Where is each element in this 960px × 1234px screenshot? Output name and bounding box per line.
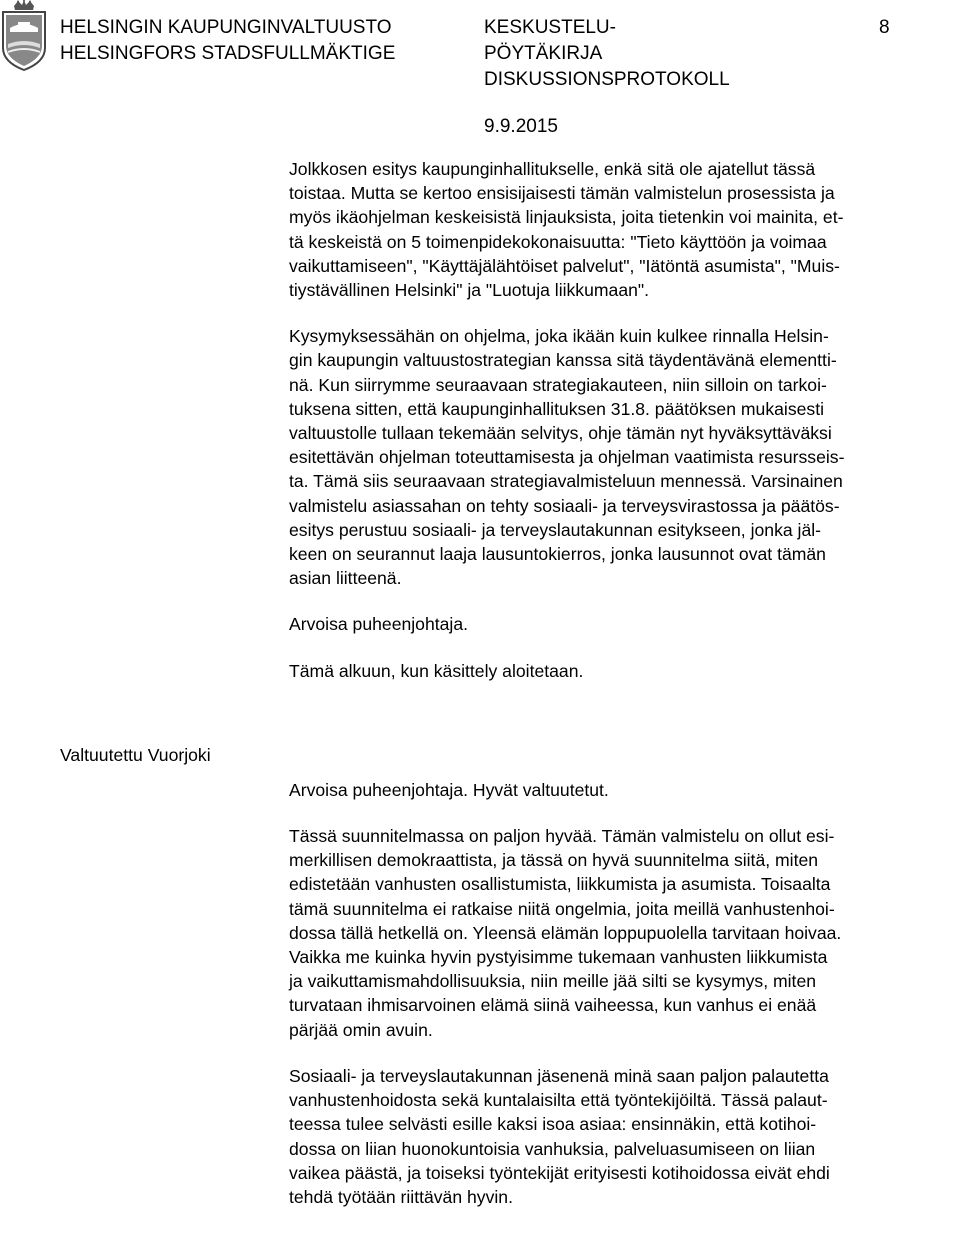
text-line: Tämä alkuun, kun käsittely aloitetaan. bbox=[289, 660, 584, 681]
paragraph bbox=[289, 659, 959, 683]
text-line: ja vaikuttamismahdollisuuksia, niin meille jää silti se kysymys, miten bbox=[289, 971, 817, 992]
meeting-date: 9.9.2015 bbox=[484, 116, 558, 137]
text-line: keen on seurannut laaja lausuntokierros, jonka lausunnot ovat tämän bbox=[289, 544, 826, 565]
paragraph bbox=[289, 157, 959, 302]
text-line: dossa tällä hetkellä on. Yleensä elämän loppupuolella tarvitaan hoivaa. bbox=[289, 922, 842, 943]
text-line: Arvoisa puheenjohtaja. bbox=[289, 614, 468, 635]
text-line: tuksena sitten, että kaupunginhallituksen 31.8. päätöksen mukaisesti bbox=[289, 398, 824, 419]
text-line: tämä suunnitelma ei ratkaise niitä ongelmia, joita meillä vanhustenhoi- bbox=[289, 898, 835, 919]
text-line: vanhustenhoidosta sekä kuntalaisilta että työntekijöiltä. Tässä palaut- bbox=[289, 1090, 828, 1111]
text-line: nä. Kun siirrymme seuraavaan strategiakauteen, niin silloin on tarkoi- bbox=[289, 374, 827, 395]
text-line: ta. Tämä siis seuraavaan strategiavalmisteluun mennessä. Varsinainen bbox=[289, 471, 843, 492]
paragraph bbox=[289, 824, 959, 1042]
organization-name-sv: HELSINGFORS STADSFULLMÄKTIGE bbox=[60, 43, 396, 64]
text-line: gin kaupungin valtuustostrategian kanssa sitä täydentävänä elementti- bbox=[289, 350, 837, 371]
document-type-line-1: KESKUSTELU- bbox=[484, 17, 616, 38]
paragraph bbox=[289, 612, 959, 636]
text-line: tä keskeistä on 5 toimenpidekokonaisuutta: "Tieto käyttöön ja voimaa bbox=[289, 231, 827, 252]
paragraph bbox=[289, 1064, 959, 1209]
page-number: 8 bbox=[879, 17, 890, 38]
text-line: tehdä työtään riittävän hyvin. bbox=[289, 1186, 513, 1207]
text-line: valtuustolle tullaan tekemään selvitys, ohje tämän nyt hyväksyttäväksi bbox=[289, 423, 832, 444]
organization-name-fi: HELSINGIN KAUPUNGINVALTUUSTO bbox=[60, 17, 392, 38]
document-type-line-3: DISKUSSIONSPROTOKOLL bbox=[484, 69, 730, 90]
text-line: esitys perustuu sosiaali- ja terveyslautakunnan esitykseen, jonka jäl- bbox=[289, 519, 821, 540]
text-line: Tässä suunnitelmassa on paljon hyvää. Tämän valmistelu on ollut esi- bbox=[289, 826, 835, 847]
text-line: Arvoisa puheenjohtaja. Hyvät valtuutetut. bbox=[289, 779, 609, 800]
text-line: Sosiaali- ja terveyslautakunnan jäsenenä minä saan paljon palautetta bbox=[289, 1065, 829, 1086]
paragraph bbox=[289, 778, 959, 802]
text-line: dossa on liian huonokuntoisia vanhuksia, palveluasumiseen on liian bbox=[289, 1138, 816, 1159]
text-line: esitettävän ohjelman toteuttamisesta ja ohjelman vaatimista resursseis- bbox=[289, 447, 845, 468]
text-line: tiystävällinen Helsinki" ja "Luotuja liikkumaan". bbox=[289, 280, 650, 301]
text-line: teessa tulee selvästi esille kaksi isoa asiaa: ensinnäkin, että kotihoi- bbox=[289, 1114, 817, 1135]
organization-name bbox=[60, 15, 395, 67]
text-line: Vaikka me kuinka hyvin pystyisimme tukemaan vanhusten liikkumista bbox=[289, 947, 828, 968]
speaker-name: Valtuutettu Vuorjoki bbox=[60, 745, 211, 765]
text-line: Kysymyksessähän on ohjelma, joka ikään kuin kulkee rinnalla Helsin- bbox=[289, 326, 829, 347]
helsinki-crest-logo bbox=[0, 0, 48, 72]
paragraph bbox=[289, 324, 959, 590]
document-type bbox=[484, 15, 730, 93]
text-line: merkillisen demokraattista, ja tässä on hyvä suunnitelma siitä, miten bbox=[289, 850, 819, 871]
text-line: turvataan ihmisarvoinen elämä siinä vaiheessa, kun vanhus ei enää bbox=[289, 995, 817, 1016]
text-line: Jolkkosen esitys kaupunginhallitukselle, enkä sitä ole ajatellut tässä bbox=[289, 159, 816, 179]
text-line: vaikuttamiseen", "Käyttäjälähtöiset palvelut", "Iätöntä asumista", "Muis- bbox=[289, 255, 840, 276]
text-line: asian liitteenä. bbox=[289, 568, 402, 589]
document-type-line-2: PÖYTÄKIRJA bbox=[484, 43, 603, 64]
text-line: vaikea päästä, ja toiseksi työntekijät erityisesti kotihoidossa eivät ehdi bbox=[289, 1162, 830, 1183]
text-line: myös ikäohjelman keskeisistä linjauksista, joita tietenkin voi mainita, et- bbox=[289, 207, 844, 228]
text-line: edistetään vanhusten osallistumista, liikkumista ja asumista. Toisaalta bbox=[289, 874, 831, 895]
text-line: toistaa. Mutta se kertoo ensisijaisesti tämän valmistelun prosessista ja bbox=[289, 183, 835, 204]
text-line: pärjää omin avuin. bbox=[289, 1019, 433, 1040]
text-line: valmistelu asiassahan on tehty sosiaali- ja terveysvirastossa ja päätös- bbox=[289, 495, 840, 516]
main-text bbox=[289, 157, 959, 1231]
